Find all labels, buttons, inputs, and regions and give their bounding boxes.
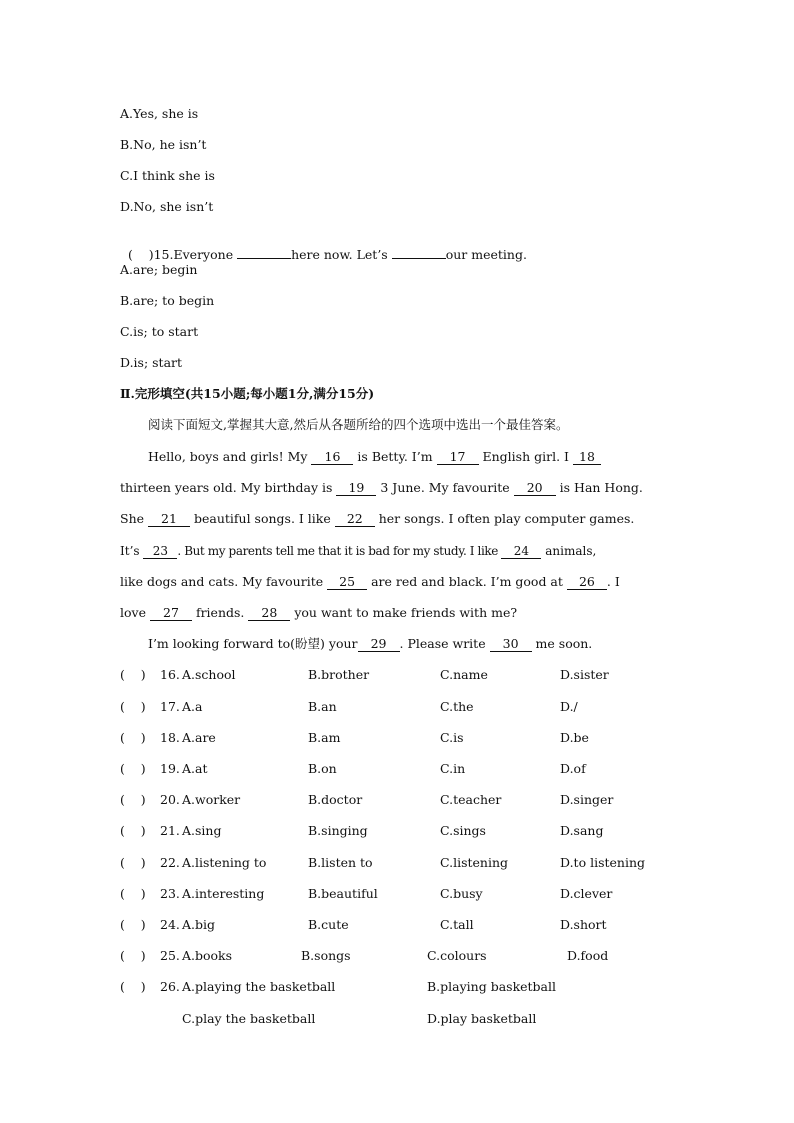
- answer-paren: ( ): [120, 979, 146, 994]
- q15-text: Everyone: [173, 247, 238, 262]
- passage-text: like dogs and cats. My favourite: [120, 574, 328, 589]
- option-a: A.sing: [182, 823, 222, 838]
- passage-text: . I: [606, 574, 620, 589]
- question-row: [120, 792, 680, 808]
- question-row: [120, 730, 680, 746]
- passage-blank: 21: [148, 512, 190, 527]
- passage-blank: 19: [336, 481, 376, 496]
- option-b: B.cute: [308, 917, 349, 932]
- question-row-26: [120, 979, 680, 995]
- option-b: B.doctor: [308, 792, 363, 807]
- question-row: [120, 855, 680, 871]
- option-b: B.playing basketball: [427, 979, 557, 994]
- passage-text: her songs. I often play computer games.: [374, 511, 635, 526]
- option-a: A.at: [182, 761, 208, 776]
- passage-text: I’m looking forward to(盼望) your: [148, 636, 358, 651]
- question-number: 18.: [160, 730, 180, 745]
- question-row: [120, 699, 680, 715]
- passage-text: is Han Hong.: [555, 480, 643, 495]
- question-number: 16.: [160, 667, 180, 682]
- option-d: D.sang: [560, 823, 604, 838]
- option-a: A.books: [182, 948, 233, 963]
- option-d: D./: [560, 699, 578, 714]
- passage-text: thirteen years old. My birthday is: [120, 480, 337, 495]
- passage-text: me soon.: [531, 636, 593, 651]
- option-a: A.big: [182, 917, 216, 932]
- answer-blank: [392, 258, 446, 259]
- passage-text: . But my parents tell me that it is bad for my study. I like: [177, 544, 502, 558]
- passage-text: love: [120, 605, 150, 620]
- option-c: C.tall: [440, 917, 474, 932]
- passage-line: [120, 543, 596, 559]
- option-d: D.to listening: [560, 855, 646, 870]
- question-number: 21.: [160, 823, 180, 838]
- answer-blank: [237, 258, 291, 259]
- option-a: A.playing the basketball: [182, 979, 336, 994]
- option-b: B.brother: [308, 667, 370, 682]
- passage-blank: 27: [150, 606, 192, 621]
- passage-blank: 23: [143, 544, 177, 559]
- q15-stem: [120, 231, 527, 263]
- option-d: D.play basketball: [427, 1011, 537, 1026]
- q15-text: here now. Let’s: [291, 247, 392, 262]
- q14-option-a: A.Yes, she is: [120, 106, 199, 121]
- option-c: C.teacher: [440, 792, 502, 807]
- passage-text: It’s: [120, 544, 144, 558]
- passage-blank: 18: [573, 450, 601, 465]
- passage-text: English girl. I: [478, 449, 573, 464]
- passage-line: [148, 449, 601, 465]
- passage-line: [120, 480, 643, 496]
- option-b: B.am: [308, 730, 341, 745]
- passage-text: animals,: [541, 544, 597, 558]
- option-c: C.colours: [427, 948, 487, 963]
- q15-option-d: D.is; start: [120, 355, 183, 370]
- option-d: D.clever: [560, 886, 613, 901]
- question-number: 20.: [160, 792, 180, 807]
- q14-option-b: B.No, he isn’t: [120, 137, 207, 152]
- option-d: D.food: [567, 948, 609, 963]
- passage-line: [120, 574, 620, 590]
- passage-blank: 20: [514, 481, 556, 496]
- option-b: B.singing: [308, 823, 368, 838]
- passage-blank: 22: [335, 512, 375, 527]
- question-number: 15.: [153, 247, 174, 262]
- passage-blank: 17: [437, 450, 479, 465]
- q15-text: our meeting.: [445, 247, 527, 262]
- passage-blank: 26: [567, 575, 607, 590]
- question-row: [120, 886, 680, 902]
- option-d: D.singer: [560, 792, 614, 807]
- question-number: 25.: [160, 948, 180, 963]
- option-c: C.in: [440, 761, 466, 776]
- q15-option-a: A.are; begin: [120, 262, 198, 277]
- passage-text: you want to make friends with me?: [290, 605, 518, 620]
- option-b: B.songs: [301, 948, 351, 963]
- passage-text: . Please write: [399, 636, 490, 651]
- passage-text: 3 June. My favourite: [376, 480, 514, 495]
- option-b: B.beautiful: [308, 886, 378, 901]
- question-row: [120, 667, 680, 683]
- passage-text: friends.: [191, 605, 249, 620]
- option-a: A.a: [182, 699, 203, 714]
- option-a: A.are: [182, 730, 216, 745]
- passage-text: beautiful songs. I like: [190, 511, 335, 526]
- passage-blank: 16: [311, 450, 353, 465]
- passage-blank: 24: [501, 544, 541, 559]
- option-c: C.sings: [440, 823, 486, 838]
- answer-paren: ( ): [120, 730, 146, 745]
- q15-option-c: C.is; to start: [120, 324, 199, 339]
- question-number: 24.: [160, 917, 180, 932]
- option-d: D.of: [560, 761, 586, 776]
- question-row-26-cont: [120, 1011, 680, 1027]
- option-c: C.listening: [440, 855, 509, 870]
- option-a: A.interesting: [182, 886, 265, 901]
- option-b: B.listen to: [308, 855, 373, 870]
- passage-text: Hello, boys and girls! My: [148, 449, 312, 464]
- q14-option-c: C.I think she is: [120, 168, 215, 183]
- option-b: B.an: [308, 699, 337, 714]
- question-number: 17.: [160, 699, 180, 714]
- question-row: [120, 948, 680, 964]
- question-number: 23.: [160, 886, 180, 901]
- answer-paren: ( ): [120, 917, 146, 932]
- answer-paren: ( ): [120, 792, 146, 807]
- passage-blank: 28: [248, 606, 290, 621]
- q14-option-d: D.No, she isn’t: [120, 199, 214, 214]
- option-c: C.name: [440, 667, 488, 682]
- option-c: C.is: [440, 730, 464, 745]
- option-a: A.listening to: [182, 855, 267, 870]
- passage-text: are red and black. I’m good at: [367, 574, 567, 589]
- passage-text: She: [120, 511, 148, 526]
- question-row: [120, 917, 680, 933]
- option-c: C.play the basketball: [182, 1011, 316, 1026]
- option-d: D.be: [560, 730, 589, 745]
- answer-paren: ( ): [120, 886, 146, 901]
- passage-blank: 25: [327, 575, 367, 590]
- answer-paren: ( ): [120, 948, 146, 963]
- answer-paren: ( ): [120, 761, 146, 776]
- passage-blank: 29: [358, 637, 400, 652]
- passage-line: [148, 636, 592, 652]
- question-number: 19.: [160, 761, 180, 776]
- section-instruction: 阅读下面短文,掌握其大意,然后从各题所给的四个选项中选出一个最佳答案。: [148, 417, 569, 432]
- answer-paren: ( ): [120, 699, 146, 714]
- option-a: A.worker: [182, 792, 241, 807]
- passage-line: [120, 511, 634, 527]
- passage-text: is Betty. I’m: [353, 449, 437, 464]
- option-d: D.sister: [560, 667, 609, 682]
- option-d: D.short: [560, 917, 607, 932]
- section-heading: Ⅱ.完形填空(共15小题;每小题1分,满分15分): [120, 386, 375, 401]
- option-c: C.the: [440, 699, 474, 714]
- answer-paren: ( ): [120, 667, 146, 682]
- option-b: B.on: [308, 761, 337, 776]
- passage-line: [120, 605, 517, 621]
- answer-paren: ( ): [120, 855, 146, 870]
- option-a: A.school: [182, 667, 236, 682]
- question-number: 22.: [160, 855, 180, 870]
- question-row: [120, 823, 680, 839]
- q15-option-b: B.are; to begin: [120, 293, 215, 308]
- answer-paren: ( ): [127, 247, 154, 262]
- question-number: 26.: [160, 979, 180, 994]
- answer-paren: ( ): [120, 823, 146, 838]
- question-row: [120, 761, 680, 777]
- passage-blank: 30: [490, 637, 532, 652]
- option-c: C.busy: [440, 886, 483, 901]
